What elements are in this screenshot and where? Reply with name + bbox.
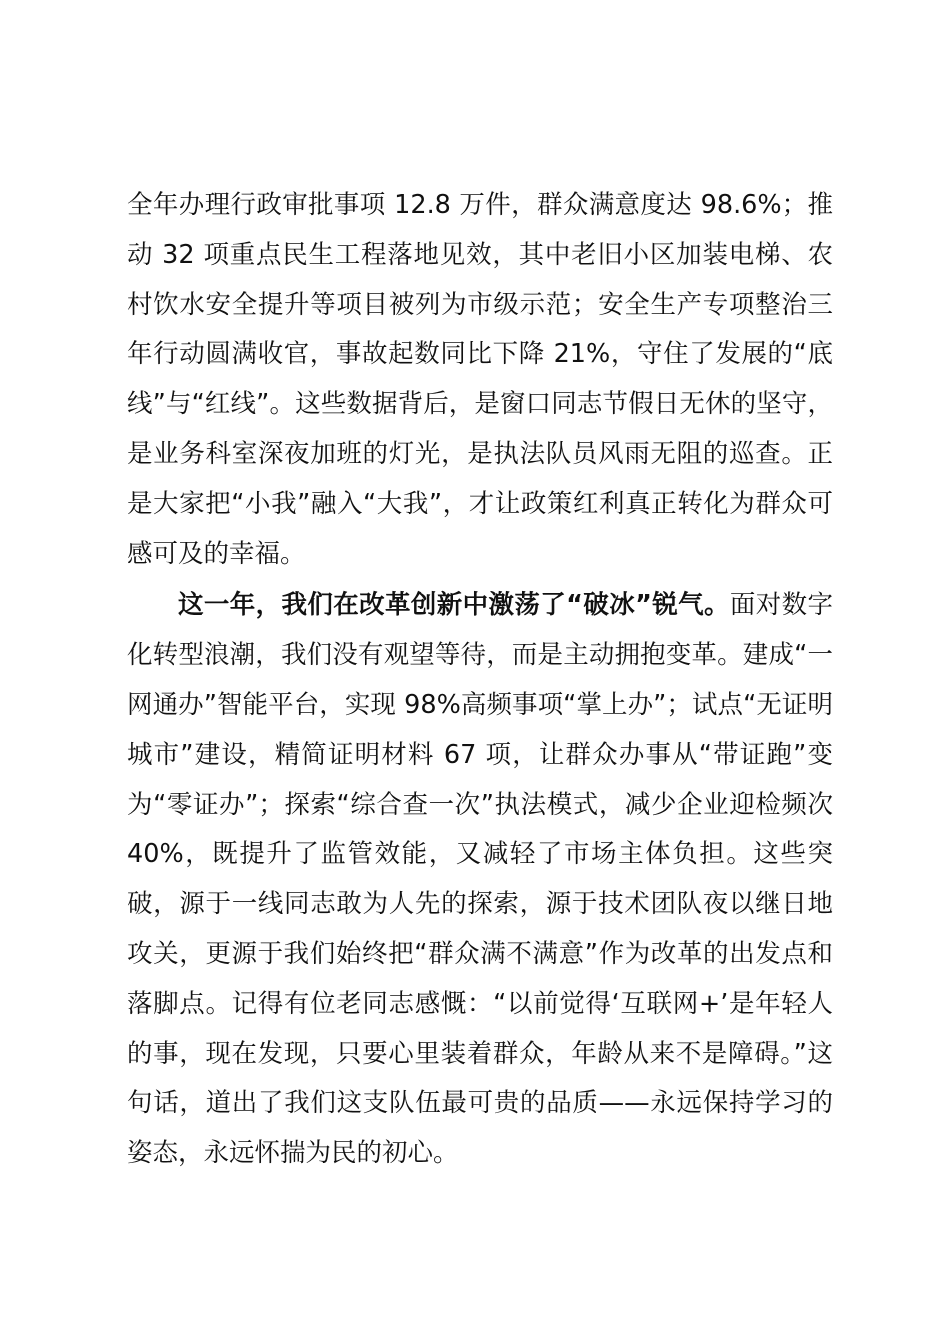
document-page [127, 181, 833, 1179]
paragraph-lead-sentence: 这一年，我们在改革创新中激荡了“破冰”锐气。 [178, 590, 730, 621]
paragraph-reform-innovation [127, 581, 833, 1179]
paragraph-achievements [127, 181, 833, 579]
paragraph-body: 面对数字化转型浪潮，我们没有观望等待，而是主动拥抱变革。建成“一网通办”智能平台，实现 98%高频事项“掌上办”；试点“无证明城市”建设，精简证明材料 67 项，让群众办事从“带证跑”变为“零证办”；探索“综合查一次”执法模式，减少企业迎检频次 40%，既提升了监管效能，又减轻了市场主体负担。这些突破，源于一线同志敢为人先的探索，源于技术团队夜以继日地攻关，更源于我们始终把“群众满不满意”作为改革的出发点和落脚点。记得有位老同志感慨：“以前觉得‘互联网+’是年轻人的事，现在发现，只要心里装着群众，年龄从来不是障碍。”这句话，道出了我们这支队伍最可贵的品质——永远保持学习的姿态，永远怀揣为民的初心。 [127, 590, 833, 1169]
paragraph-body: 全年办理行政审批事项 12.8 万件，群众满意度达 98.6%；推动 32 项重点民生工程落地见效，其中老旧小区加装电梯、农村饮水安全提升等项目被列为市级示范；安全生产专项整治三年行动圆满收官，事故起数同比下降 21%，守住了发展的“底线”与“红线”。这些数据背后，是窗口同志节假日无休的坚守，是业务科室深夜加班的灯光，是执法队员风雨无阻的巡查。正是大家把“小我”融入“大我”，才让政策红利真正转化为群众可感可及的幸福。 [127, 190, 833, 569]
